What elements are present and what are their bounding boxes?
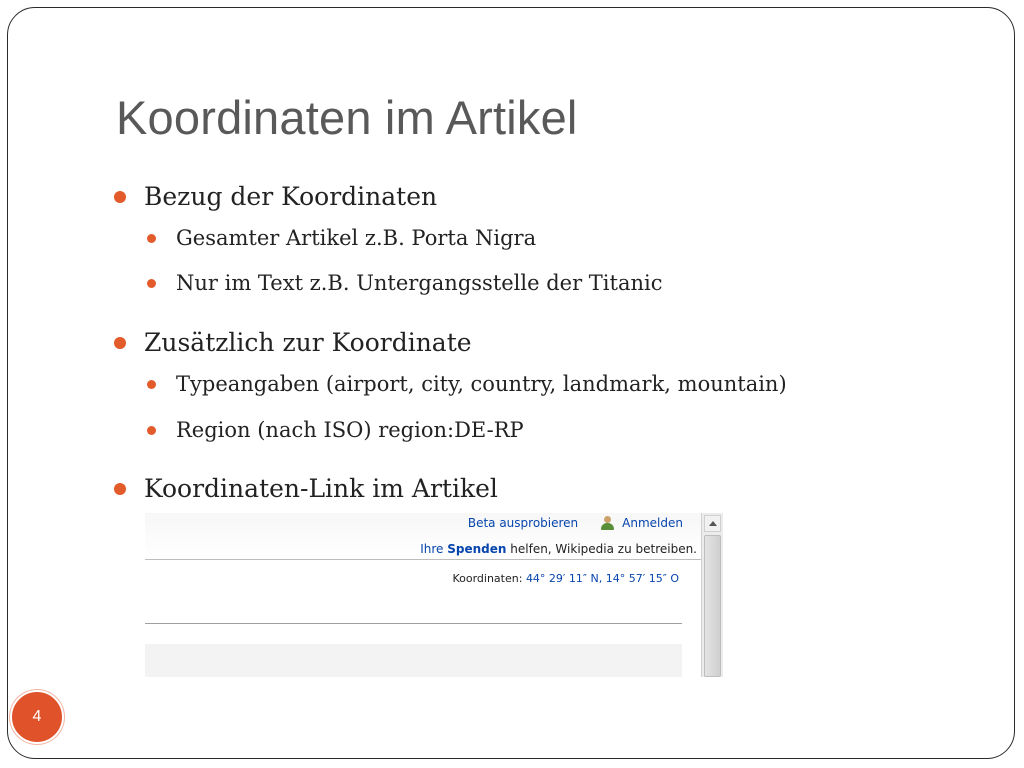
sub-bullet-item <box>147 226 536 250</box>
donate-link[interactable]: Spenden <box>447 542 507 556</box>
bullet-text: Koordinaten-Link im Artikel <box>144 474 498 503</box>
scrollbar[interactable] <box>701 513 723 677</box>
wikipedia-screenshot <box>145 513 723 677</box>
arrow-up-icon <box>709 521 717 526</box>
sub-bullet-item <box>147 372 787 396</box>
donate-prefix[interactable]: Ihre <box>420 542 444 556</box>
wiki-personal-links <box>468 516 683 530</box>
coords-link[interactable]: 44° 29′ 11″ N, 14° 57′ 15″ O <box>525 572 679 585</box>
wiki-coordinates <box>452 572 679 585</box>
sub-bullet-item <box>147 271 663 295</box>
bullet-icon <box>114 337 126 349</box>
bullet-icon <box>147 279 156 288</box>
sub-bullet-text: Region (nach ISO) region:DE-RP <box>176 418 524 442</box>
bullet-item <box>114 328 472 357</box>
slide <box>7 7 1015 759</box>
sub-bullet-text: Typeangaben (airport, city, country, landmark, mountain) <box>176 372 787 396</box>
bullet-icon <box>114 483 126 495</box>
bullet-text: Zusätzlich zur Koordinate <box>144 328 472 357</box>
user-icon <box>600 516 614 530</box>
divider <box>145 623 682 624</box>
sub-bullet-item <box>147 418 524 442</box>
sub-bullet-text: Nur im Text z.B. Untergangsstelle der Titanic <box>176 271 663 295</box>
content-area <box>145 644 682 677</box>
bullet-icon <box>147 380 156 389</box>
wiki-donate-banner <box>420 542 697 556</box>
bullet-item <box>114 474 498 503</box>
bullet-icon <box>147 234 156 243</box>
scroll-thumb[interactable] <box>704 535 721 677</box>
bullet-item <box>114 182 437 211</box>
wiki-header <box>145 513 701 560</box>
page-number-badge: 4 <box>10 690 64 744</box>
sub-bullet-text: Gesamter Artikel z.B. Porta Nigra <box>176 226 537 250</box>
scroll-up-button[interactable] <box>704 515 721 532</box>
login-link[interactable]: Anmelden <box>622 516 683 530</box>
slide-title: Koordinaten im Artikel <box>116 91 578 144</box>
coords-label: Koordinaten: <box>452 572 523 585</box>
beta-link[interactable]: Beta ausprobieren <box>467 516 579 530</box>
donate-suffix: helfen, Wikipedia zu betreiben. <box>510 542 697 556</box>
bullet-text: Bezug der Koordinaten <box>144 182 438 211</box>
bullet-icon <box>114 191 126 203</box>
bullet-icon <box>147 426 156 435</box>
